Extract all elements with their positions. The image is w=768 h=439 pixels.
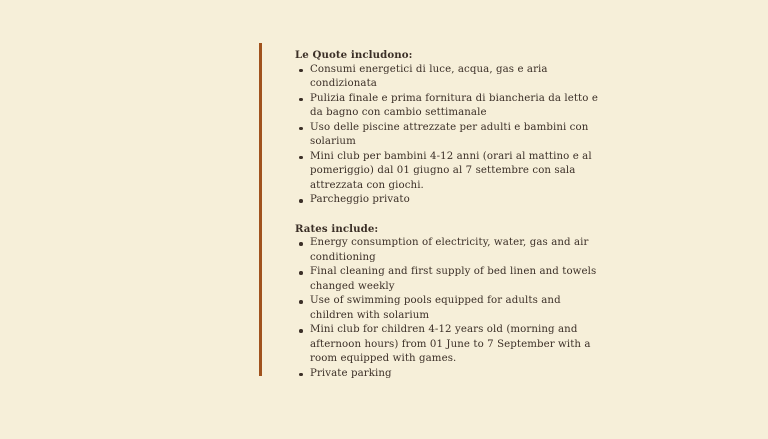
list-item: Energy consumption of electricity, water, gas and air conditioning: [310, 236, 605, 265]
list-item: Mini club for children 4-12 years old (morning and afternoon hours) from 01 June to 7 September with a room equipped with games.: [310, 323, 605, 367]
list-item: Parcheggio privato: [310, 193, 605, 208]
italian-list: [295, 63, 605, 208]
accent-bar: [259, 43, 262, 376]
list-item: Consumi energetici di luce, acqua, gas e aria condizionata: [310, 63, 605, 92]
list-item: Private parking: [310, 367, 605, 382]
english-section: [295, 222, 605, 382]
list-item: Mini club per bambini 4-12 anni (orari al mattino e al pomeriggio) dal 01 giugno al 7 settembre con sala attrezzata con giochi.: [310, 150, 605, 194]
italian-section: [295, 48, 605, 208]
list-item: Uso delle piscine attrezzate per adulti e bambini con solarium: [310, 121, 605, 150]
list-item: Final cleaning and first supply of bed linen and towels changed weekly: [310, 265, 605, 294]
list-item: Use of swimming pools equipped for adults and children with solarium: [310, 294, 605, 323]
english-list: [295, 236, 605, 381]
english-title: Rates include:: [295, 222, 379, 235]
italian-title: Le Quote includono:: [295, 49, 413, 61]
list-item: Pulizia finale e prima fornitura di biancheria da letto e da bagno con cambio settimanale: [310, 92, 605, 121]
rates-content: [295, 48, 605, 381]
